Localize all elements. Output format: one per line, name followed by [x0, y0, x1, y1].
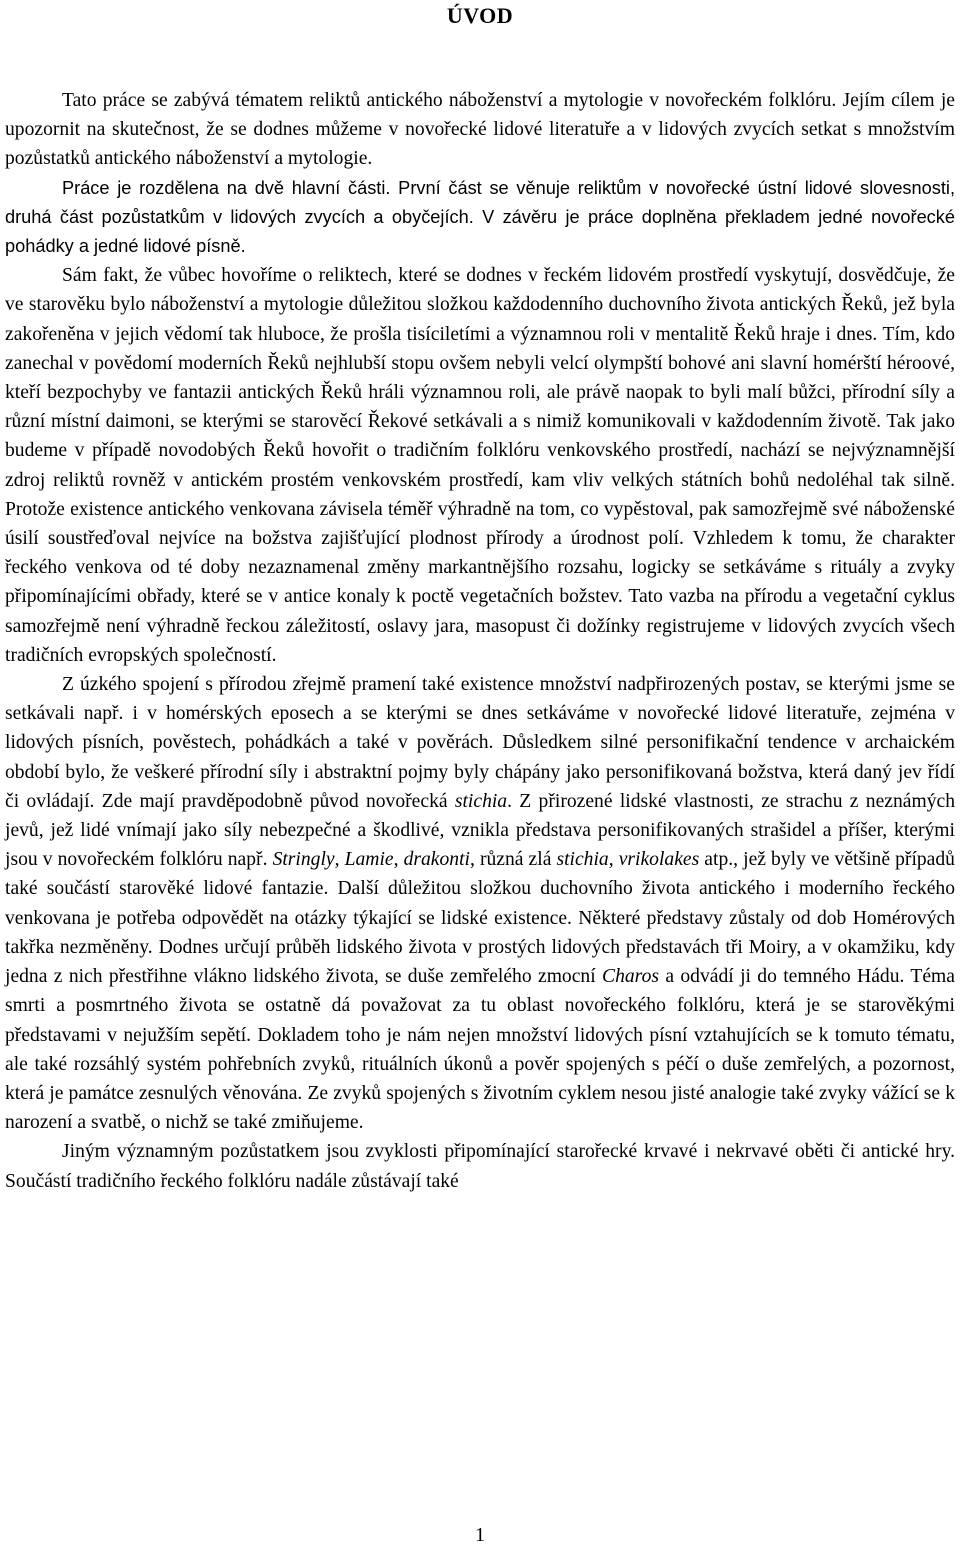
paragraph [5, 86, 955, 174]
italic-term: Stringly [272, 849, 335, 871]
paragraph [5, 174, 955, 262]
text-run: Práce je rozdělena na dvě hlavní části. První část se věnuje reliktům v novořecké ústní lidové slovesnosti, druhá část pozůstatkům v lidových zvycích a obyčejích. V závěru je práce doplněna překladem jedné novořecké pohádky a jedné lidové písně. [5, 177, 955, 257]
paragraph [5, 261, 955, 670]
italic-term: Lamie [344, 849, 394, 871]
text-run: Jiným významným pozůstatkem jsou zvyklosti připomínající starořecké krvavé i nekrvavé oběti či antické hry. Součástí tradičního řeckého folklóru nadále zůstávají také [5, 1141, 955, 1192]
text-run: , [334, 849, 345, 871]
text-run: , [393, 849, 404, 871]
text-run: a odvádí ji do temného Hádu. Téma smrti a posmrtného života se ostatně dá považovat za tu oblast novořeckého folklóru, která je se starověkými představami v nejužším sepětí. Dokladem toho je nám nejen množství lidových písní vztahujících se k tomuto tématu, ale také rozsáhlý systém pohřebních zvyků, rituálních úkonů a pověr spojených s péčí o duše zemřelých, a pozornost, která je památce zesnulých věnována. Ze zvyků spojených s životním cyklem nesou jisté analogie také zvyky vážící se k narození a svatbě, o nichž se také zmiňujeme. [5, 966, 955, 1134]
text-run: Sám fakt, že vůbec hovoříme o reliktech, které se dodnes v řeckém lidovém prostředí vyskytují, dosvědčuje, že ve starověku bylo náboženství a mytologie důležitou složkou každodenního duchovního života antických Řeků, jež byla zakořeněna v jejich vědomí tak hluboce, že prošla tisíciletími a významnou roli v mentalitě Řeků hraje i dnes. Tím, kdo zanechal v povědomí moderních Řeků nejhlubší stopu ovšem nebyli velcí olympští bohové ani slavní homérští héroové, kteří bezpochyby ve fantazii antických Řeků hráli významnou roli, ale právě naopak to byli malí bůžci, přírodní síly a různí místní daimoni, se kterými se starověcí Řekové setkávali a s nimiž komunikovali v každodenním životě. Tak jako budeme v případě novodobých Řeků hovořit o tradičním folklóru venkovského prostředí, nachází se nejvýznamnější zdroj reliktů rovněž v antickém prostém venkovském prostředí, kam vliv velkých státních bohů nedoléhal tak silně. Protože existence antického venkovana závisela téměř výhradně na tom, co vypěstoval, pak samozřejmě své náboženské úsilí soustřeďoval nejvíce na božstva zajišťující plodnost přírody a úrodnost polí. Vzhledem k tomu, že charakter řeckého venkova od té doby nezaznamenal změny markantnějšího rozsahu, logicky se setkáváme s rituály a zvyky připomínajícími obřady, které se v antice konaly k poctě vegetačních božstev. Tato vazba na přírodu a vegetační cyklus samozřejmě není výhradně řeckou záležitostí, oslavy jara, masopust či dožínky registrujeme v lidových zvycích všech tradičních evropských společností. [5, 265, 955, 666]
text-run: Tato práce se zabývá tématem reliktů antického náboženství a mytologie v novořeckém folklóru. Jejím cílem je upozornit na skutečnost, že se dodnes můžeme v novořecké lidové literatuře a v lidových zvycích setkat s množstvím pozůstatků antického náboženství a mytologie. [5, 90, 955, 170]
italic-term: stichia [454, 790, 508, 812]
paragraph [5, 1137, 955, 1195]
page-title: ÚVOD [446, 3, 514, 28]
body-text [5, 86, 955, 1196]
italic-term: Charos [602, 966, 659, 988]
paragraph [5, 670, 955, 1137]
page-number: 1 [475, 1524, 485, 1546]
text-run: Z úzkého spojení s přírodou zřejmě pramení také existence množství nadpřirozených postav, se kterými jsme se setkávali např. i v homérských eposech a se kterými se dnes setkáváme v novořecké lidové literatuře, zejména v lidových písních, pověstech, pohádkách a také v pověrách. Důsledkem silné personifikační tendence v archaickém období bylo, že veškeré přírodní síly i abstraktní pojmy byly chápány jako personifikovaná božstva, která daný jev řídí či ovládají. Zde mají pravděpodobně původ novořecká [5, 674, 955, 812]
italic-term: stichia, vrikolakes [556, 849, 700, 871]
text-run: atp., jež byly ve většině případů také součástí starověké lidové fantazie. Další důležitou složkou duchovního života antického i moderního řeckého venkovana je potřeba odpovědět na otázky týkající se lidské existence. Některé představy zůstaly od dob Homérových takřka nezměněny. Dodnes určují průběh lidského života v prostých lidových představách tři Moiry, a v okamžiku, kdy jedna z nich přestřihne vlákno lidského života, se duše zemřelého zmocní [5, 849, 955, 988]
text-run: , různá zlá [469, 849, 557, 871]
text-run: . Z přirozené lidské vlastnosti, ze strachu z neznámých jevů, jež lidé vnímají jako síly nebezpečné a škodlivé, vznikla představa personifikovaných strašidel a příšer, kterými jsou v novořeckém folklóru např. [5, 790, 955, 871]
italic-term: drakonti [403, 849, 470, 871]
